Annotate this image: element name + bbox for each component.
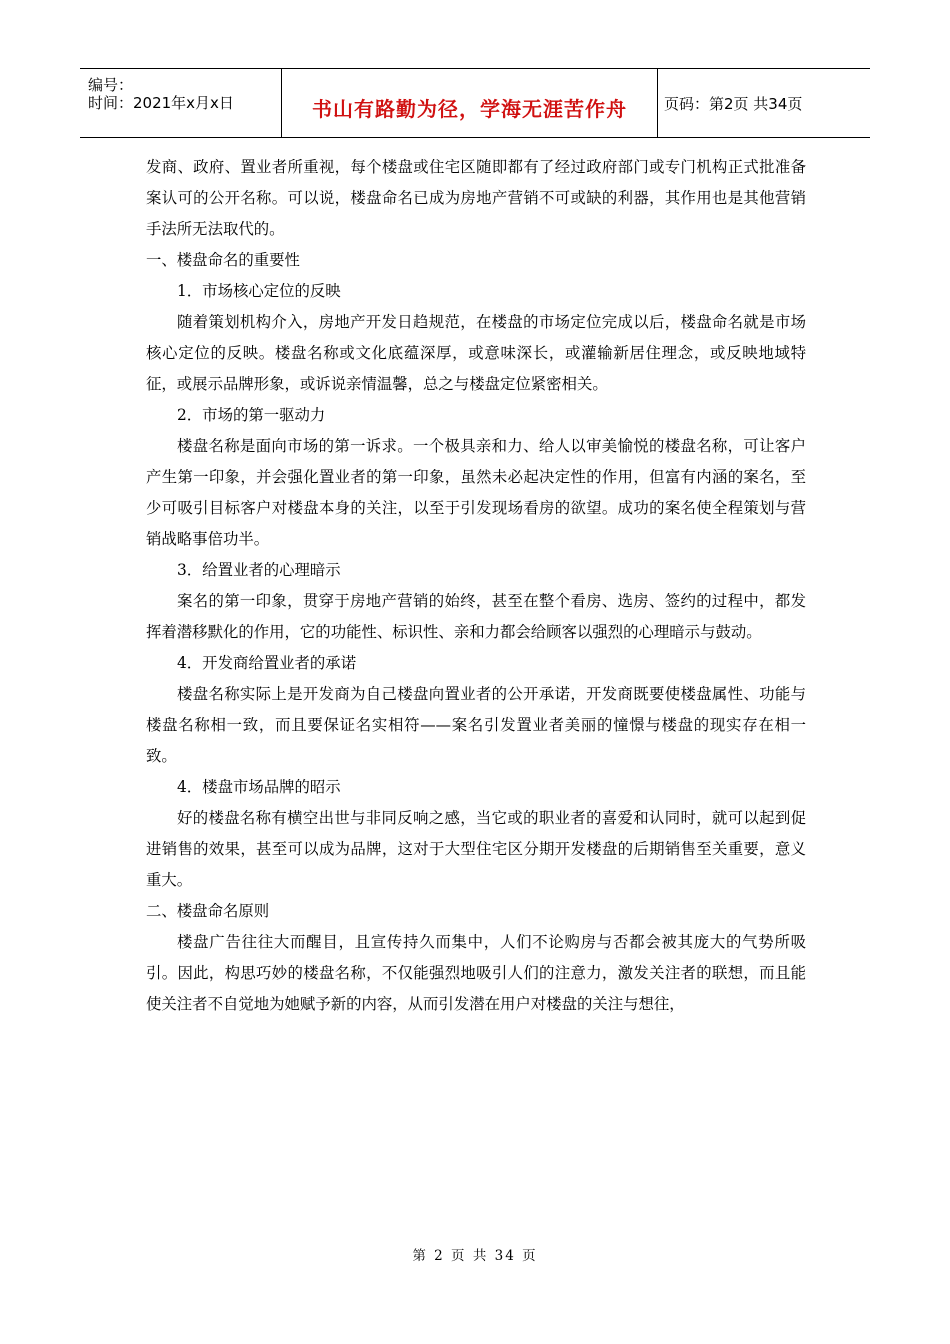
header-motto-cell <box>282 69 658 137</box>
header-page-info: 页码：第2页 共34页 <box>664 95 803 113</box>
body-paragraph: 楼盘名称实际上是开发商为自己楼盘向置业者的公开承诺，开发商既要使楼盘属性、功能与楼盘名称相一致，而且要保证名实相符——案名引发置业者美丽的憧憬与楼盘的现实存在相一致。 <box>146 685 806 765</box>
section-paragraph: 二、楼盘命名原则 <box>146 902 270 920</box>
body-paragraph: 楼盘广告往往大而醒目，且宣传持久而集中，人们不论购房与否都会被其庞大的气势所吸引。因此，构思巧妙的楼盘名称，不仅能强烈地吸引人们的注意力，激发关注者的联想，而且能使关注者不自觉地为她赋予新的内容，从而引发潜在用户对楼盘的关注与想往， <box>146 933 806 1013</box>
header-motto: 书山有路勤为径，学海无涯苦作舟 <box>312 97 627 121</box>
document-number-label: 编号： <box>88 76 134 94</box>
document-body <box>146 152 806 1020</box>
body-paragraph: 1．市场核心定位的反映 <box>177 282 341 300</box>
body-paragraph: 案名的第一印象，贯穿于房地产营销的始终，甚至在整个看房、选房、签约的过程中，都发挥着潜移默化的作用，它的功能性、标识性、亲和力都会给顾客以强烈的心理暗示与鼓动。 <box>146 592 806 641</box>
body-paragraph: 2．市场的第一驱动力 <box>177 406 326 424</box>
body-paragraph: 随着策划机构介入，房地产开发日趋规范，在楼盘的市场定位完成以后，楼盘命名就是市场核心定位的反映。楼盘名称或文化底蕴深厚，或意味深长，或灌输新居住理念，或反映地域特征，或展示品牌形象，或诉说亲情温馨，总之与楼盘定位紧密相关。 <box>146 313 806 393</box>
body-paragraph: 好的楼盘名称有横空出世与非同反响之感，当它或的职业者的喜爱和认同时，就可以起到促进销售的效果，甚至可以成为品牌，这对于大型住宅区分期开发楼盘的后期销售至关重要，意义重大。 <box>146 809 806 889</box>
section-paragraph: 一、楼盘命名的重要性 <box>146 251 300 269</box>
document-date: 时间：2021年x月x日 <box>88 94 234 112</box>
body-paragraph: 4．开发商给置业者的承诺 <box>177 654 357 672</box>
page-footer: 第 2 页 共 34 页 <box>412 1248 538 1264</box>
page-header <box>80 68 870 138</box>
section-paragraph: 发商、政府、置业者所重视，每个楼盘或住宅区随即都有了经过政府部门或专门机构正式批准备案认可的公开名称。可以说，楼盘命名已成为房地产营销不可或缺的利器，其作用也是其他营销手法所无法取代的。 <box>146 158 806 238</box>
body-paragraph: 4．楼盘市场品牌的昭示 <box>177 778 341 796</box>
header-page-cell <box>662 69 870 137</box>
body-paragraph: 3．给置业者的心理暗示 <box>177 561 341 579</box>
body-paragraph: 楼盘名称是面向市场的第一诉求。一个极具亲和力、给人以审美愉悦的楼盘名称，可让客户产生第一印象，并会强化置业者的第一印象，虽然未必起决定性的作用，但富有内涵的案名，至少可吸引目标客户对楼盘本身的关注，以至于引发现场看房的欲望。成功的案名使全程策划与营销战略事倍功半。 <box>146 437 806 548</box>
header-meta-cell <box>80 69 282 137</box>
